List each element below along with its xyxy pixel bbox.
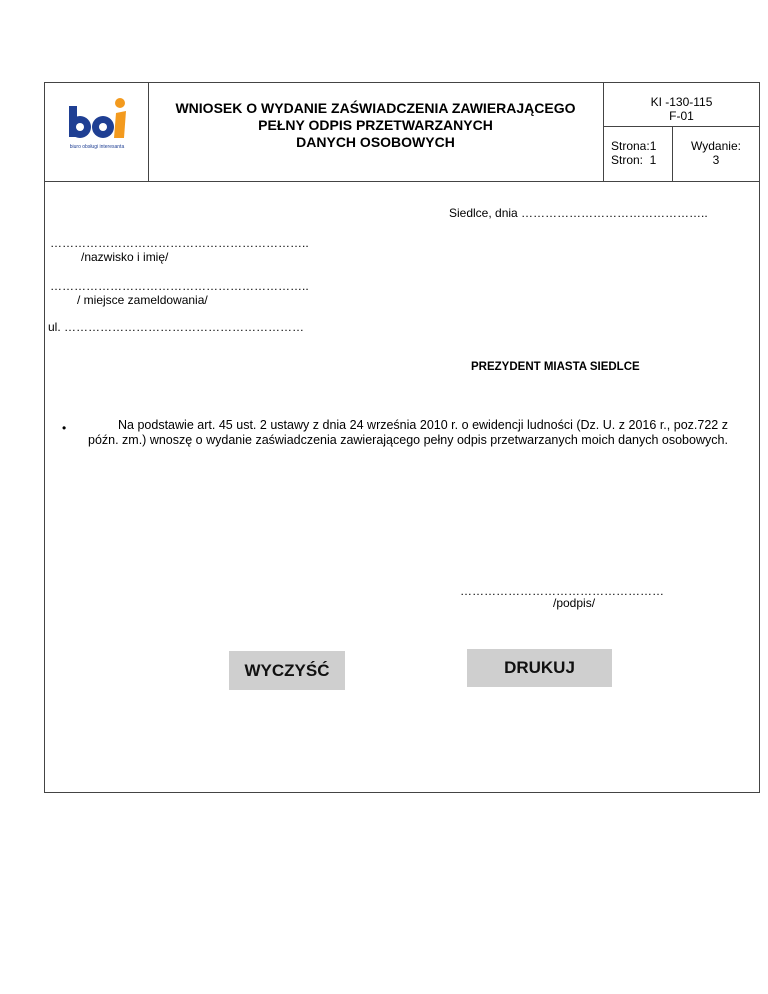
document-code-cell	[604, 83, 759, 181]
document-code	[604, 83, 759, 127]
logo-cell	[45, 83, 149, 181]
place-date-line: Siedlce, dnia ………………………………………..	[449, 206, 708, 220]
title-line-3: DANYCH OSOBOWYCH	[296, 134, 455, 150]
signature-dots: ……………………………………………	[460, 584, 664, 598]
request-text: Na podstawie art. 45 ust. 2 ustawy z dnia 24 września 2010 r. o ewidencji ludności (Dz. U. z 2016 r., poz.722 z późn. zm.) wnoszę o wydanie zaświadczenia zawierającego pełny odpis przetwarzanych moich danych osobowych.	[88, 418, 728, 447]
name-dots: ………………………………………………………..	[50, 236, 309, 250]
edition-info	[673, 127, 759, 181]
signature-label: /podpis/	[553, 596, 596, 610]
page-label-2: Stron: 1	[611, 153, 657, 167]
bullet-icon: •	[62, 421, 67, 435]
name-label: /nazwisko i imię/	[81, 250, 169, 264]
edition-label: Wydanie:	[691, 139, 741, 153]
document-title	[148, 83, 604, 181]
code-line-1: KI -130-115	[650, 95, 713, 109]
boi-logo	[45, 83, 148, 181]
page-label-1: Strona:1	[611, 139, 657, 153]
logo-caption: biuro obsługi interesanta	[69, 144, 125, 150]
recipient: PREZYDENT MIASTA SIEDLCE	[471, 361, 640, 373]
page-info	[604, 127, 673, 181]
edition-value: 3	[712, 153, 720, 167]
address-label: / miejsce zameldowania/	[77, 293, 208, 307]
clear-button[interactable]: WYCZYŚĆ	[229, 651, 345, 690]
title-line-1: WNIOSEK O WYDANIE ZAŚWIADCZENIA ZAWIERAJĄCEGO	[175, 100, 576, 116]
print-button[interactable]: DRUKUJ	[467, 649, 612, 687]
title-line-2: PEŁNY ODPIS PRZETWARZANYCH	[258, 117, 493, 133]
header-table	[45, 83, 759, 182]
code-line-2: F-01	[669, 109, 694, 123]
street-line: ul. ……………………………………………………	[48, 320, 305, 334]
address-dots: ………………………………………………………..	[50, 279, 309, 293]
